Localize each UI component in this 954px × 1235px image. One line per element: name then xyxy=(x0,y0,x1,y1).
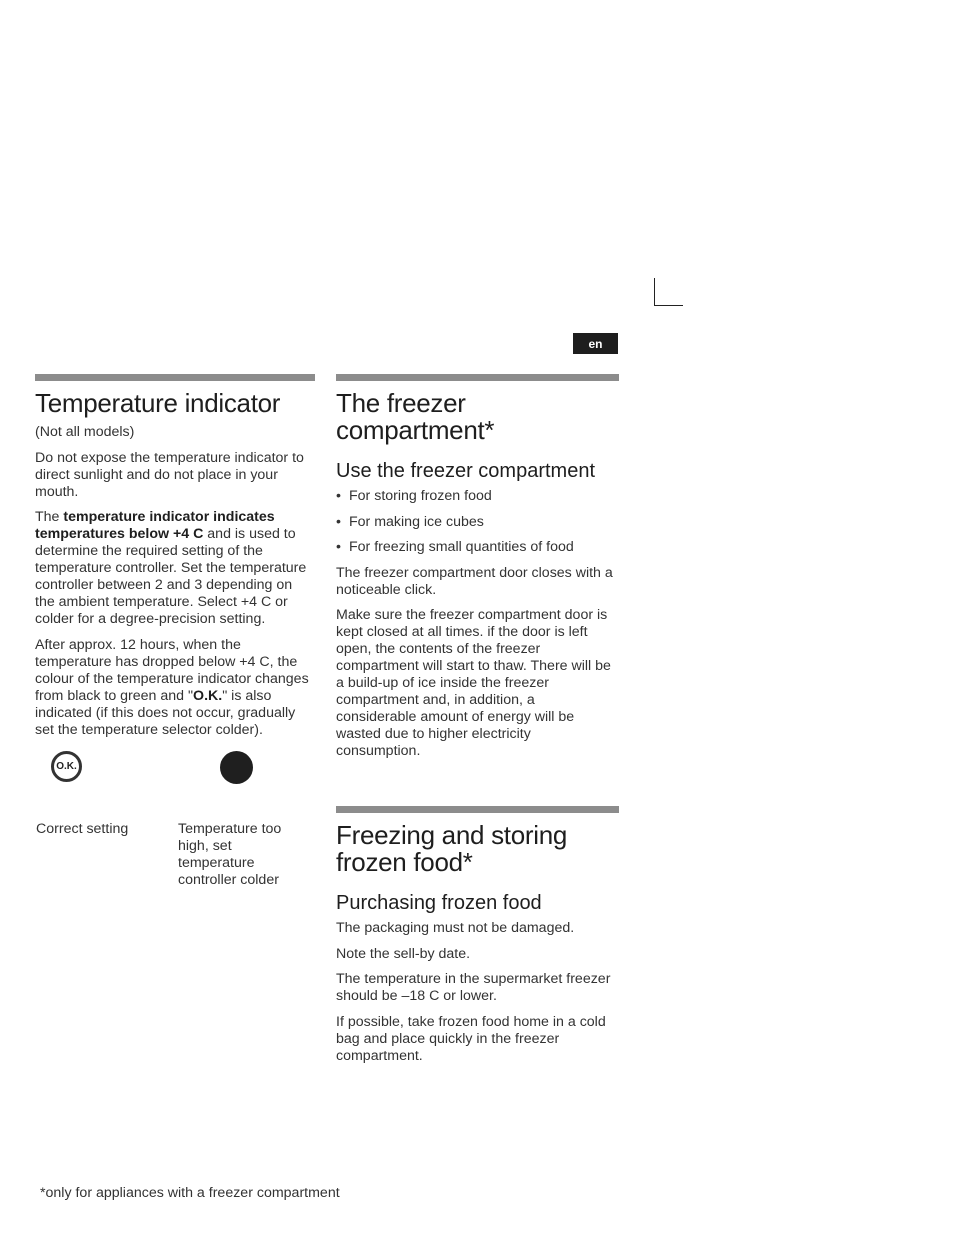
ok-indicator-icon: O.K. xyxy=(51,751,82,782)
crop-mark xyxy=(654,278,683,306)
door-paragraph: The freezer compartment door closes with a noticeable click. xyxy=(336,564,613,598)
section-rule xyxy=(35,374,315,381)
temperature-indicator-section xyxy=(35,374,315,901)
caption-correct-setting: Correct setting xyxy=(36,820,129,837)
bold-text: temperature indicator indicates temperatures below +4 C xyxy=(35,509,275,542)
text-run: After approx. 12 hours, when the temperature has dropped below +4 C, the colour of the temperature indicator changes from black to green and " xyxy=(35,636,309,704)
indicator-illustrations xyxy=(35,751,315,821)
list-item: • For storing frozen food xyxy=(336,488,619,505)
sell-by-paragraph: Note the sell-by date. xyxy=(336,945,471,962)
section-rule xyxy=(336,806,619,813)
caption-too-high: Temperature too high, set temperature controller colder xyxy=(178,820,282,888)
list-item: • For making ice cubes xyxy=(336,514,619,531)
temperature-paragraph: The temperature in the supermarket freezer should be –18 C or lower. xyxy=(336,971,611,1004)
text-run: The xyxy=(35,509,64,525)
bold-text: O.K. xyxy=(193,687,223,704)
door-warning-paragraph: Make sure the freezer compartment door is kept closed at all times. if the door is left open, the contents of the freezer compartment will start to thaw. There will be a build-up of ice inside the freezer compartment and, in addition, a considerable amount of energy will be wasted due to higher electricity consumption. xyxy=(336,607,611,759)
text-run: and is used to determine the required setting of the temperature controller. Set the temperature controller between 2 and 3 depending on the ambient temperature. Select +4 C or colder for a degree-precision setting. xyxy=(35,526,307,627)
packaging-paragraph: The packaging must not be damaged. xyxy=(336,920,575,936)
warning-paragraph: Do not expose the temperature indicator to direct sunlight and do not place in your mouth. xyxy=(35,449,304,500)
section-subtitle: Purchasing frozen food xyxy=(336,892,542,914)
indicator-captions xyxy=(35,821,315,901)
list-item: • For freezing small quantities of food xyxy=(336,539,619,556)
text-run: " is also indicated (if this does not occur, gradually set the temperature selector colder). xyxy=(35,687,296,738)
section-title: Temperature indicator xyxy=(35,388,281,418)
dark-indicator-icon xyxy=(220,751,253,784)
models-note: (Not all models) xyxy=(35,424,135,440)
section-title: The freezer compartment* xyxy=(336,388,495,445)
usage-list xyxy=(336,488,619,556)
indicator-description xyxy=(35,509,315,628)
language-badge: en xyxy=(573,333,618,354)
section-subtitle: Use the freezer compartment xyxy=(336,460,595,482)
footnote: *only for appliances with a freezer compartment xyxy=(40,1185,340,1201)
section-title: Freezing and storing frozen food* xyxy=(336,820,568,877)
freezer-compartment-section xyxy=(336,374,619,769)
transport-paragraph: If possible, take frozen food home in a cold bag and place quickly in the freezer compartment. xyxy=(336,1013,606,1064)
indicator-behavior xyxy=(35,637,315,739)
section-rule xyxy=(336,374,619,381)
frozen-food-section xyxy=(336,806,619,1073)
